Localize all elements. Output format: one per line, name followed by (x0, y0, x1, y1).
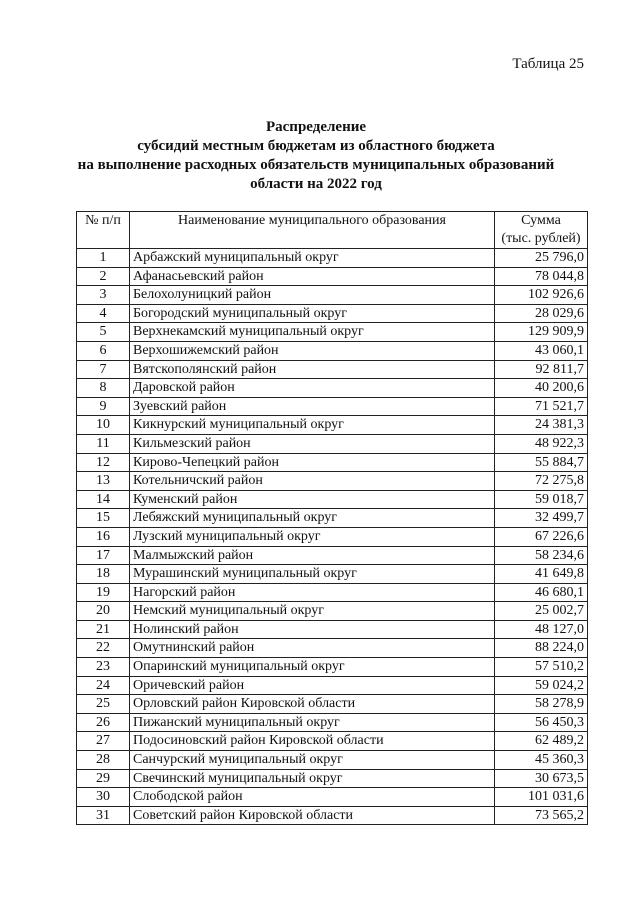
municipality-name: Кирово-Чепецкий район (130, 453, 495, 472)
row-number: 28 (77, 751, 130, 770)
municipality-name: Лебяжский муниципальный округ (130, 509, 495, 528)
table-row (77, 806, 588, 825)
row-number: 26 (77, 713, 130, 732)
row-number: 17 (77, 546, 130, 565)
subsidy-amount: 71 521,7 (495, 397, 588, 416)
row-number: 19 (77, 583, 130, 602)
table-row (77, 286, 588, 305)
row-number: 2 (77, 267, 130, 286)
row-number: 25 (77, 695, 130, 714)
subsidy-amount: 59 018,7 (495, 490, 588, 509)
row-number: 21 (77, 620, 130, 639)
header-sum-unit: (тыс. рублей) (501, 230, 581, 246)
table-row (77, 360, 588, 379)
row-number: 9 (77, 397, 130, 416)
municipality-name: Пижанский муниципальный округ (130, 713, 495, 732)
row-number: 6 (77, 341, 130, 360)
table-row (77, 602, 588, 621)
municipality-name: Зуевский район (130, 397, 495, 416)
row-number: 16 (77, 527, 130, 546)
municipality-name: Оричевский район (130, 676, 495, 695)
row-number: 18 (77, 565, 130, 584)
table-row (77, 565, 588, 584)
header-name: Наименование муниципального образования (130, 212, 495, 249)
row-number: 20 (77, 602, 130, 621)
table-row (77, 751, 588, 770)
table-number-label: Таблица 25 (512, 56, 584, 72)
municipality-name: Кильмезский район (130, 434, 495, 453)
table-row (77, 527, 588, 546)
municipality-name: Подосиновский район Кировской области (130, 732, 495, 751)
table-row (77, 453, 588, 472)
table-row (77, 434, 588, 453)
municipality-name: Даровской район (130, 379, 495, 398)
subsidy-amount: 67 226,6 (495, 527, 588, 546)
subsidy-amount: 40 200,6 (495, 379, 588, 398)
subsidy-amount: 43 060,1 (495, 341, 588, 360)
municipality-name: Вятскополянский район (130, 360, 495, 379)
row-number: 30 (77, 788, 130, 807)
header-sum-title: Сумма (521, 213, 561, 228)
row-number: 31 (77, 806, 130, 825)
subsidy-amount: 24 381,3 (495, 416, 588, 435)
municipality-name: Нолинский район (130, 620, 495, 639)
table-row (77, 658, 588, 677)
table-header-row (77, 212, 588, 249)
subsidy-amount: 59 024,2 (495, 676, 588, 695)
municipality-name: Санчурский муниципальный округ (130, 751, 495, 770)
subsidy-amount: 48 922,3 (495, 434, 588, 453)
table-row (77, 472, 588, 491)
subsidy-amount: 78 044,8 (495, 267, 588, 286)
municipality-name: Богородский муниципальный округ (130, 304, 495, 323)
header-number: № п/п (77, 212, 130, 249)
subsidy-amount: 58 234,6 (495, 546, 588, 565)
title-line: на выполнение расходных обязательств муниципальных образований (77, 157, 555, 173)
row-number: 29 (77, 769, 130, 788)
table-row (77, 509, 588, 528)
row-number: 3 (77, 286, 130, 305)
row-number: 7 (77, 360, 130, 379)
subsidy-amount: 25 002,7 (495, 602, 588, 621)
table-row (77, 267, 588, 286)
subsidy-amount: 88 224,0 (495, 639, 588, 658)
row-number: 23 (77, 658, 130, 677)
municipality-name: Верхошижемский район (130, 341, 495, 360)
subsidy-amount: 28 029,6 (495, 304, 588, 323)
table-row (77, 788, 588, 807)
subsidy-amount: 48 127,0 (495, 620, 588, 639)
title-line: субсидий местным бюджетам из областного бюджета (137, 138, 495, 154)
row-number: 15 (77, 509, 130, 528)
row-number: 10 (77, 416, 130, 435)
subsidy-table (76, 211, 588, 825)
municipality-name: Кикнурский муниципальный округ (130, 416, 495, 435)
municipality-name: Опаринский муниципальный округ (130, 658, 495, 677)
municipality-name: Куменский район (130, 490, 495, 509)
row-number: 27 (77, 732, 130, 751)
table-row (77, 583, 588, 602)
municipality-name: Котельничский район (130, 472, 495, 491)
table-row (77, 639, 588, 658)
row-number: 11 (77, 434, 130, 453)
table-row (77, 249, 588, 268)
row-number: 24 (77, 676, 130, 695)
subsidy-amount: 46 680,1 (495, 583, 588, 602)
municipality-name: Омутнинский район (130, 639, 495, 658)
subsidy-amount: 92 811,7 (495, 360, 588, 379)
row-number: 8 (77, 379, 130, 398)
table-row (77, 304, 588, 323)
header-sum (495, 212, 588, 249)
table-row (77, 620, 588, 639)
document-title (40, 118, 592, 194)
municipality-name: Орловский район Кировской области (130, 695, 495, 714)
subsidy-amount: 25 796,0 (495, 249, 588, 268)
subsidy-amount: 30 673,5 (495, 769, 588, 788)
table-row (77, 341, 588, 360)
table-row (77, 732, 588, 751)
title-line: Распределение (265, 119, 367, 135)
municipality-name: Лузский муниципальный округ (130, 527, 495, 546)
table-row (77, 695, 588, 714)
row-number: 4 (77, 304, 130, 323)
subsidy-amount: 41 649,8 (495, 565, 588, 584)
row-number: 22 (77, 639, 130, 658)
municipality-name: Советский район Кировской области (130, 806, 495, 825)
table-row (77, 546, 588, 565)
subsidy-amount: 101 031,6 (495, 788, 588, 807)
table-body (77, 249, 588, 825)
municipality-name: Верхнекамский муниципальный округ (130, 323, 495, 342)
subsidy-amount: 45 360,3 (495, 751, 588, 770)
subsidy-amount: 55 884,7 (495, 453, 588, 472)
subsidy-amount: 72 275,8 (495, 472, 588, 491)
subsidy-amount: 58 278,9 (495, 695, 588, 714)
municipality-name: Свечинский муниципальный округ (130, 769, 495, 788)
subsidy-amount: 73 565,2 (495, 806, 588, 825)
row-number: 14 (77, 490, 130, 509)
table-row (77, 769, 588, 788)
municipality-name: Афанасьевский район (130, 267, 495, 286)
row-number: 1 (77, 249, 130, 268)
row-number: 13 (77, 472, 130, 491)
subsidy-amount: 56 450,3 (495, 713, 588, 732)
municipality-name: Немский муниципальный округ (130, 602, 495, 621)
subsidy-amount: 129 909,9 (495, 323, 588, 342)
table-row (77, 490, 588, 509)
subsidy-amount: 62 489,2 (495, 732, 588, 751)
subsidy-amount: 32 499,7 (495, 509, 588, 528)
table-row (77, 379, 588, 398)
municipality-name: Малмыжский район (130, 546, 495, 565)
table-row (77, 416, 588, 435)
table-row (77, 323, 588, 342)
row-number: 12 (77, 453, 130, 472)
table-row (77, 676, 588, 695)
municipality-name: Белохолуницкий район (130, 286, 495, 305)
row-number: 5 (77, 323, 130, 342)
table-row (77, 397, 588, 416)
table-row (77, 713, 588, 732)
municipality-name: Нагорский район (130, 583, 495, 602)
municipality-name: Арбажский муниципальный округ (130, 249, 495, 268)
municipality-name: Слободской район (130, 788, 495, 807)
municipality-name: Мурашинский муниципальный округ (130, 565, 495, 584)
title-line: области на 2022 год (250, 176, 382, 192)
subsidy-amount: 102 926,6 (495, 286, 588, 305)
subsidy-amount: 57 510,2 (495, 658, 588, 677)
